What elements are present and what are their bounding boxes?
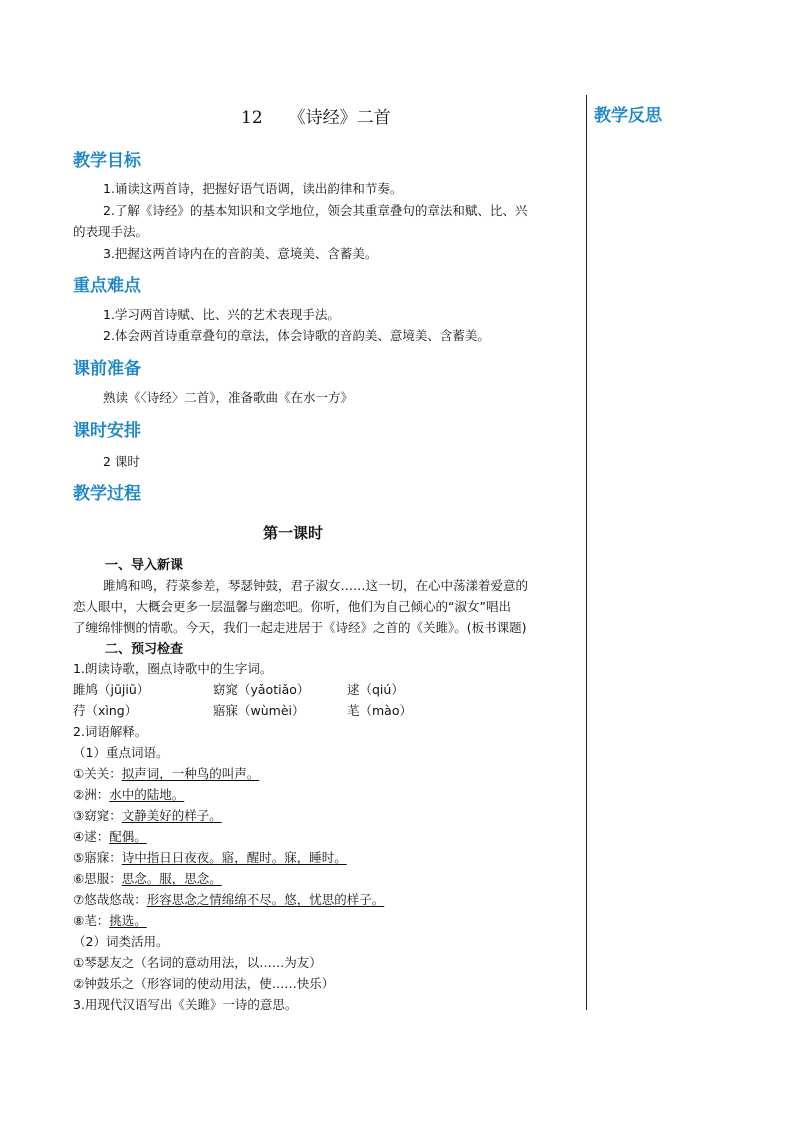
- word-item: [73, 827, 147, 845]
- usage-item: ①琴瑟友之（名词的意动用法，以……为友）: [73, 955, 322, 970]
- lesson-name: 《诗经》二首: [288, 108, 391, 128]
- intro-line: 雎鸠和鸣，荇菜参差，琴瑟钟鼓，君子淑女……这一切，在心中荡漾着爱意的: [103, 578, 529, 593]
- goal-item: 1.诵读这两首诗，把握好语气语调，读出韵律和节奏。: [103, 181, 403, 196]
- task-1: 1.朗读诗歌，圈点诗歌中的生字词。: [73, 661, 273, 676]
- word-term: ③窈窕：: [73, 808, 122, 823]
- word-definition: 配偶。: [109, 829, 147, 844]
- word-definition: 挑选。: [109, 913, 147, 928]
- word-definition: 拟声词，一种鸟的叫声。: [121, 766, 260, 781]
- pinyin-row: [73, 680, 404, 698]
- sub-heading-word-usage: （2）词类活用。: [73, 934, 169, 949]
- reflection-heading: 教学反思: [594, 106, 662, 126]
- word-item: [73, 806, 222, 824]
- task-3: 3.用现代汉语写出《关雎》一诗的意思。: [73, 997, 298, 1012]
- pinyin-item: 雎鸠（jūjiū）: [73, 682, 150, 697]
- schedule-heading: 课时安排: [73, 421, 141, 441]
- preview-heading: 二、预习检查: [105, 642, 184, 657]
- intro-heading: 一、导入新课: [105, 558, 184, 573]
- pinyin-item: 寤寐（wùmèi）: [213, 703, 305, 718]
- key-point-item: 2.体会两首诗重章叠句的章法，体会诗歌的音韵美、意境美、含蓄美。: [103, 328, 490, 343]
- period-title: 第一课时: [262, 524, 323, 542]
- goal-item: 的表现手法。: [73, 224, 149, 239]
- task-2: 2.词语解释。: [73, 724, 148, 739]
- key-point-item: 1.学习两首诗赋、比、兴的艺术表现手法。: [103, 307, 340, 322]
- goals-heading: 教学目标: [73, 151, 141, 171]
- word-term: ⑦悠哉悠哉：: [73, 892, 147, 907]
- word-definition: 诗中指日日夜夜。寤，醒时。寐，睡时。: [121, 850, 347, 865]
- intro-line: 了缠绵悱恻的情歌。今天，我们一起走进居于《诗经》之首的《关雎》。(板书课题): [73, 620, 527, 635]
- word-item: [73, 848, 347, 866]
- word-term: ⑧芼：: [73, 913, 110, 928]
- word-term: ①关关：: [73, 766, 122, 781]
- word-item: [73, 890, 384, 908]
- pinyin-item: 芼（mào）: [347, 703, 412, 718]
- word-item: [73, 911, 147, 929]
- process-heading: 教学过程: [73, 484, 141, 504]
- prep-heading: 课前准备: [73, 359, 141, 379]
- pinyin-item: 荇（xìng）: [73, 703, 138, 718]
- pinyin-item: 逑（qiú）: [347, 682, 404, 697]
- word-definition: 思念。服，思念。: [121, 871, 222, 886]
- key-points-heading: 重点难点: [73, 276, 141, 296]
- schedule-text: 2 课时: [103, 454, 140, 469]
- word-definition: 文静美好的样子。: [121, 808, 222, 823]
- goal-item: 3.把握这两首诗内在的音韵美、意境美、含蓄美。: [103, 246, 378, 261]
- word-term: ⑤寤寐：: [73, 850, 122, 865]
- word-definition: 水中的陆地。: [109, 787, 185, 802]
- word-term: ②洲：: [73, 787, 110, 802]
- word-item: [73, 764, 259, 782]
- prep-text: 熟读《〈诗经〉二首》，准备歌曲《在水一方》: [103, 390, 354, 405]
- intro-line: 恋人眼中，大概会更多一层温馨与幽恋吧。你听，他们为自己倾心的“淑女”唱出: [73, 599, 511, 614]
- word-definition: 形容思念之情绵绵不尽。悠，忧思的样子。: [146, 892, 385, 907]
- sub-heading-key-words: （1）重点词语。: [73, 745, 169, 760]
- pinyin-row: [73, 701, 412, 719]
- column-divider: [586, 95, 587, 1010]
- usage-item: ②钟鼓乐之（形容词的使动用法，使……快乐）: [73, 976, 335, 991]
- word-item: [73, 785, 184, 803]
- word-term: ⑥思服：: [73, 871, 122, 886]
- pinyin-item: 窈窕（yǎotiǎo）: [213, 682, 310, 697]
- word-term: ④逑：: [73, 829, 110, 844]
- word-item: [73, 869, 222, 887]
- lesson-title: [241, 103, 541, 128]
- lesson-number: 12: [241, 108, 263, 128]
- goal-item: 2.了解《诗经》的基本知识和文学地位，领会其重章叠句的章法和赋、比、兴: [103, 203, 528, 218]
